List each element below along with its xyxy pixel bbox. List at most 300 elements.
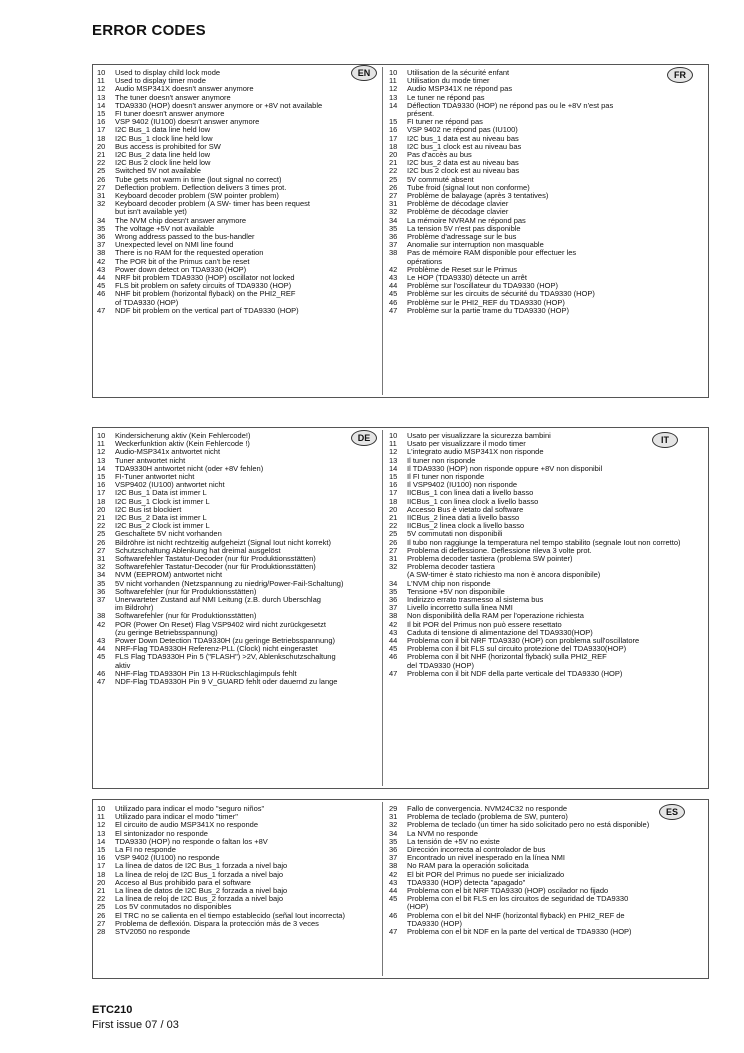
- error-code-description: Softwarefehler Tastatur-Decoder (nur für Produktionsstätten): [115, 563, 316, 572]
- error-code-number: 26: [97, 175, 106, 184]
- error-code-description: I2C bus_2 data est au niveau bas: [407, 159, 519, 168]
- error-code-entry: [389, 473, 705, 481]
- error-code-number: 36: [97, 233, 106, 242]
- error-code-description: I2C bus 2 clock est au niveau bas: [407, 167, 520, 176]
- error-code-number: 27: [389, 546, 398, 555]
- error-code-entry: [389, 299, 705, 307]
- error-code-description: Weckerfunktion aktiv (Kein Fehlercode !): [115, 440, 250, 449]
- error-code-entry: [97, 530, 377, 538]
- error-code-description: VSP 9402 (IU100) doesn't answer anymore: [115, 118, 260, 127]
- error-code-number: 11: [97, 813, 105, 822]
- error-code-entry: [97, 282, 377, 290]
- error-code-description: Power down detect on TDA9330 (HOP): [115, 265, 247, 274]
- error-code-entry: [389, 912, 705, 920]
- error-code-number: 13: [97, 456, 106, 465]
- error-code-description: Livello incorretto sulla linea NMI: [407, 604, 513, 613]
- error-code-description: Encontrado un nivel inesperado en la línea NMI: [407, 854, 566, 863]
- error-code-description: Il tuner non risponde: [407, 456, 476, 465]
- error-code-number: 18: [97, 134, 106, 143]
- error-code-number: 34: [389, 579, 398, 588]
- error-code-description: La línea de reloj de I2C Bus_2 forzada a nivel bajo: [115, 895, 284, 904]
- error-code-entry: [97, 928, 377, 936]
- error-code-description: Il FI tuner non risponde: [407, 473, 485, 482]
- error-code-description: Problema con il bit FLS sul circuito protezione del TDA9330(HOP): [407, 645, 627, 654]
- error-code-entry: [97, 184, 377, 192]
- error-code-entry: [97, 135, 377, 143]
- error-code-entry: [389, 522, 705, 530]
- error-code-number: 22: [97, 159, 106, 168]
- error-code-description: TDA9330 (HOP) no responde o faltan los +8V: [115, 837, 268, 846]
- error-code-description: Acceso al Bus prohibido para el software: [115, 878, 251, 887]
- error-code-description: Keyboard decoder problem (SW pointer problem): [115, 192, 279, 201]
- error-code-number: 34: [389, 829, 398, 838]
- error-code-description: FI tuner doesn't answer anymore: [115, 110, 225, 119]
- error-code-description: Utilizado para indicar el modo "timer": [115, 813, 238, 822]
- error-code-entry: [97, 887, 377, 895]
- error-code-description: Pas d'accès au bus: [407, 151, 472, 160]
- error-code-description: Accesso Bus è vietato dal software: [407, 505, 524, 514]
- error-code-number: 27: [389, 192, 398, 201]
- error-code-description: del TDA9330 (HOP): [407, 661, 474, 670]
- error-code-entry: [97, 473, 377, 481]
- error-code-description: 5V nicht vorhanden (Netzspannung zu niedrig/Power-Fail-Schaltung): [115, 579, 344, 588]
- error-code-entry: [389, 547, 705, 555]
- error-code-entry: [389, 225, 705, 233]
- error-code-entry: [97, 258, 377, 266]
- error-code-number: 35: [389, 837, 398, 846]
- error-code-entry: [389, 241, 705, 249]
- error-code-number: 34: [97, 571, 106, 580]
- error-code-description: Problema di deflessione. Deflessione rileva 3 volte prot.: [407, 546, 592, 555]
- error-code-description: NVM (EEPROM) antwortet nicht: [115, 571, 223, 580]
- error-code-description: Wrong address passed to the bus-handler: [115, 233, 255, 242]
- error-code-entry: [97, 208, 377, 216]
- error-code-entry: [389, 830, 705, 838]
- error-code-number: 22: [97, 522, 106, 531]
- error-code-description: Audio MSP341X ne répond pas: [407, 85, 513, 94]
- error-code-number: 37: [97, 241, 106, 250]
- error-section-es: [92, 799, 709, 979]
- language-badge-de: DE: [351, 430, 377, 446]
- error-code-description: VSP9402 (IU100) antwortet nicht: [115, 481, 225, 490]
- error-code-description: Problème de décodage clavier: [407, 208, 509, 217]
- error-code-entry: [389, 637, 705, 645]
- error-code-entry: [389, 200, 705, 208]
- error-code-description: La tension 5V n'est pas disponible: [407, 224, 521, 233]
- error-code-entry: [389, 159, 705, 167]
- language-badge-es: ES: [659, 804, 685, 820]
- error-code-entry: [97, 903, 377, 911]
- error-code-entry: [97, 563, 377, 571]
- column-es-right: [389, 805, 705, 936]
- error-code-number: 35: [389, 587, 398, 596]
- error-code-entry: [389, 887, 705, 895]
- error-code-description: Problème sur l'oscillateur du TDA9330 (HOP): [407, 282, 558, 291]
- error-code-entry: [389, 143, 705, 151]
- error-code-description: Used to display timer mode: [115, 77, 206, 86]
- error-code-description: Schutzschaltung Ablenkung hat dreimal ausgelöst: [115, 546, 281, 555]
- error-code-description: La FI no responde: [115, 846, 176, 855]
- error-code-description: Bildröhre ist nicht rechtzeitig aufgeheizt (Signal Iout nicht korrekt): [115, 538, 331, 547]
- error-code-entry: [97, 432, 377, 440]
- error-code-description: of TDA9330 (HOP): [115, 298, 179, 307]
- error-code-number: 26: [97, 538, 106, 547]
- error-code-entry: [97, 895, 377, 903]
- error-code-number: 43: [389, 878, 398, 887]
- error-code-description: Problema con el bit FLS en los circuitos de seguridad de TDA9330: [407, 895, 629, 904]
- error-code-description: There is no RAM for the requested operation: [115, 249, 264, 258]
- error-code-description: TDA9330 (HOP) detecta "apagado": [407, 878, 526, 887]
- error-code-number: 38: [97, 249, 106, 258]
- error-code-description: I2C Bus ist blockiert: [115, 505, 182, 514]
- error-code-number: 16: [97, 118, 106, 127]
- error-code-number: [389, 258, 407, 266]
- error-code-description: I2C Bus 2 clock line held low: [115, 159, 211, 168]
- error-code-number: 37: [389, 854, 398, 863]
- error-code-number: 12: [97, 821, 106, 830]
- error-code-number: 20: [97, 505, 106, 514]
- error-code-entry: [389, 110, 705, 118]
- error-code-entry: [389, 77, 705, 85]
- error-code-number: [389, 920, 407, 928]
- error-code-number: 47: [389, 928, 398, 937]
- error-code-entry: [389, 662, 705, 670]
- error-code-entry: [97, 871, 377, 879]
- error-code-description: Anomalie sur interruption non masquable: [407, 241, 544, 250]
- error-code-description: Tuner antwortet nicht: [115, 456, 186, 465]
- error-code-description: aktiv: [115, 661, 131, 670]
- error-code-entry: [97, 854, 377, 862]
- error-code-number: 42: [389, 620, 398, 629]
- error-code-entry: [389, 514, 705, 522]
- error-code-description: The POR bit of the Primus can't be reset: [115, 257, 250, 266]
- error-code-description: Tensione +5V non disponibile: [407, 587, 505, 596]
- error-code-number: 25: [97, 903, 106, 912]
- error-code-entry: [97, 912, 377, 920]
- error-code-description: VSP 9402 (IU100) no responde: [115, 854, 220, 863]
- error-code-number: 44: [389, 887, 398, 896]
- error-code-description: Indirizzo errato trasmesso al sistema bus: [407, 596, 544, 605]
- error-code-description: I2C Bus_1 data line held low: [115, 126, 211, 135]
- error-code-description: I2C Bus_2 data line held low: [115, 151, 211, 160]
- error-code-number: 16: [389, 481, 398, 490]
- error-code-number: 43: [389, 274, 398, 283]
- error-code-description: IICBus_2 linea dati a livello basso: [407, 514, 520, 523]
- error-code-description: Problema decoder tastiera (problema SW pointer): [407, 555, 573, 564]
- error-code-description: Problema de teclado (problema de SW, puntero): [407, 813, 568, 822]
- error-code-entry: [97, 118, 377, 126]
- error-code-entry: [389, 539, 705, 547]
- error-code-entry: [97, 274, 377, 282]
- error-code-entry: [97, 670, 377, 678]
- error-code-description: Problema con il bit NHF (horizontal flyback) sulla PHI2_REF: [407, 653, 607, 662]
- error-code-description: Problème d'adressage sur le bus: [407, 233, 517, 242]
- error-code-number: 38: [97, 612, 106, 621]
- error-code-description: El TRC no se calienta en el tiempo establecido (señal Iout incorrecta): [115, 911, 345, 920]
- error-code-number: [97, 299, 115, 307]
- error-code-number: 45: [97, 653, 106, 662]
- error-code-entry: [97, 653, 377, 661]
- error-code-number: 18: [97, 870, 106, 879]
- error-code-number: 45: [389, 895, 398, 904]
- error-code-number: 11: [389, 440, 397, 449]
- language-badge-it: IT: [652, 432, 678, 448]
- error-code-description: Utilisation de la sécurité enfant: [407, 69, 510, 77]
- error-code-number: 17: [389, 134, 398, 143]
- error-code-number: 20: [97, 142, 106, 151]
- error-code-number: 37: [389, 241, 398, 250]
- error-code-description: Problème sur la partie trame du TDA9330 (HOP): [407, 306, 570, 315]
- error-code-entry: [389, 448, 705, 456]
- error-code-entry: [389, 854, 705, 862]
- error-code-entry: [389, 871, 705, 879]
- error-code-number: [389, 662, 407, 670]
- error-code-entry: [389, 457, 705, 465]
- error-code-description: Problème de décodage clavier: [407, 200, 509, 209]
- column-fr: [389, 69, 705, 315]
- error-code-description: Keyboard decoder problem (A SW- timer has been request: [115, 200, 310, 209]
- error-code-entry: [97, 489, 377, 497]
- error-code-number: 17: [97, 489, 106, 498]
- error-code-entry: [389, 629, 705, 637]
- error-code-number: 36: [389, 846, 398, 855]
- error-code-description: No RAM para la operación solicitada: [407, 862, 529, 871]
- error-code-number: 31: [97, 192, 106, 201]
- error-code-entry: [389, 588, 705, 596]
- error-code-description: El sintonizador no responde: [115, 829, 208, 838]
- error-code-description: IICBus_1 con linea dati a livello basso: [407, 489, 534, 498]
- error-code-description: El circuito de audio MSP341X no responde: [115, 821, 259, 830]
- error-code-description: Problema con il bit NDF della parte verticale del TDA9330 (HOP): [407, 669, 623, 678]
- error-code-entry: [97, 77, 377, 85]
- error-code-entry: [389, 135, 705, 143]
- error-code-number: 10: [97, 69, 106, 77]
- error-code-description: but isn't available yet): [115, 208, 187, 217]
- error-code-description: TDA9330H antwortet nicht (oder +8V fehlen): [115, 464, 264, 473]
- error-code-number: 31: [389, 200, 398, 209]
- error-code-description: Unexpected level on NMI line found: [115, 241, 234, 250]
- error-code-number: 10: [97, 432, 106, 440]
- error-code-entry: [97, 678, 377, 686]
- error-code-description: Used to display child lock mode: [115, 69, 221, 77]
- error-code-description: Problema con el bit del NHF (horizontal flyback) en PHI2_REF de: [407, 911, 625, 920]
- error-code-description: Softwarefehler Tastatur-Decoder (nur für Produktionsstätten): [115, 555, 316, 564]
- error-code-description: Le tuner ne répond pas: [407, 93, 485, 102]
- error-code-number: 46: [389, 653, 398, 662]
- error-code-number: 21: [97, 514, 106, 523]
- error-code-description: Le HOP (TDA9330) détecte un arrêt: [407, 274, 527, 283]
- error-section-en-fr: [92, 64, 709, 398]
- error-code-description: La línea de reloj de I2C Bus_1 forzada a nivel bajo: [115, 870, 284, 879]
- error-code-description: Caduta di tensione di alimentazione del TDA9330(HOP): [407, 628, 593, 637]
- error-code-number: 22: [389, 522, 398, 531]
- error-code-description: (A SW-timer è stato richiesto ma non è ancora disponibile): [407, 571, 601, 580]
- error-code-number: 14: [389, 101, 398, 110]
- error-code-number: 43: [97, 637, 106, 646]
- error-code-entry: [97, 571, 377, 579]
- error-code-number: 32: [97, 200, 106, 209]
- error-code-description: Dirección incorrecta al controlador de bus: [407, 846, 546, 855]
- error-code-entry: [97, 126, 377, 134]
- error-code-entry: [389, 670, 705, 678]
- error-code-number: 35: [97, 579, 106, 588]
- error-code-number: 45: [389, 290, 398, 299]
- error-code-entry: [389, 465, 705, 473]
- error-code-number: [97, 208, 115, 216]
- error-code-number: 46: [389, 911, 398, 920]
- error-code-number: 17: [389, 489, 398, 498]
- error-code-entry: [389, 645, 705, 653]
- error-code-entry: [97, 159, 377, 167]
- error-code-description: NHF bit problem (horizontal flyback) on the PHI2_REF: [115, 290, 296, 299]
- error-code-description: L'integrato audio MSP341X non risponde: [407, 448, 544, 457]
- error-code-number: 15: [389, 118, 398, 127]
- error-code-description: 5V commutati non disponibili: [407, 530, 503, 539]
- error-code-description: I2C Bus_1 Clock ist immer L: [115, 497, 210, 506]
- error-code-description: I2C Bus_1 clock line held low: [115, 134, 213, 143]
- error-code-description: Il TDA9330 (HOP) non risponde oppure +8V non disponibil: [407, 464, 603, 473]
- error-code-number: [389, 903, 407, 911]
- error-code-description: Problème sur les circuits de sécurité du TDA9330 (HOP): [407, 290, 595, 299]
- error-code-entry: [389, 580, 705, 588]
- document-issue: First issue 07 / 03: [92, 1019, 179, 1031]
- column-divider: [382, 67, 383, 395]
- error-code-entry: [389, 102, 705, 110]
- error-code-number: 11: [97, 77, 105, 86]
- error-code-number: 22: [97, 895, 106, 904]
- error-code-entry: [97, 266, 377, 274]
- error-code-number: 26: [389, 183, 398, 192]
- error-code-description: présent.: [407, 110, 435, 119]
- error-code-description: Fallo de convergencia. NVM24C32 no responde: [407, 805, 568, 813]
- error-code-entry: [389, 571, 705, 579]
- error-code-entry: [97, 481, 377, 489]
- error-code-entry: [97, 299, 377, 307]
- error-code-description: VSP 9402 ne répond pas (IU100): [407, 126, 518, 135]
- error-code-entry: [389, 653, 705, 661]
- error-code-entry: [97, 167, 377, 175]
- error-code-entry: [389, 555, 705, 563]
- error-code-number: [97, 604, 115, 612]
- error-code-number: 12: [97, 448, 106, 457]
- error-code-number: 27: [97, 546, 106, 555]
- column-es-left: [97, 805, 377, 936]
- error-code-description: Unerwarteter Zustand auf NMI Leitung (z.B. durch Überschlag: [115, 596, 321, 605]
- error-code-entry: [389, 530, 705, 538]
- error-code-number: 13: [97, 829, 106, 838]
- error-code-description: La tensión de +5V no existe: [407, 837, 500, 846]
- error-code-description: Problema de deflexión. Dispara la protección más de 3 veces: [115, 919, 319, 928]
- error-code-entry: [97, 920, 377, 928]
- error-code-entry: [97, 440, 377, 448]
- error-code-entry: [97, 588, 377, 596]
- error-code-entry: [97, 596, 377, 604]
- document-model: ETC210: [92, 1004, 133, 1016]
- error-code-description: im Bildrohr): [115, 604, 154, 613]
- error-code-number: 37: [389, 604, 398, 613]
- error-code-entry: [389, 928, 705, 936]
- error-code-description: I2C Bus_2 Data ist immer L: [115, 514, 207, 523]
- error-code-description: Los 5V conmutados no disponibles: [115, 903, 232, 912]
- error-code-entry: [389, 862, 705, 870]
- error-code-number: 32: [97, 563, 106, 572]
- error-code-entry: [97, 612, 377, 620]
- error-code-entry: [97, 506, 377, 514]
- error-code-entry: [97, 448, 377, 456]
- error-code-number: 35: [97, 224, 106, 233]
- error-code-description: POR (Power On Reset) Flag VSP9402 wird nicht zurückgesetzt: [115, 620, 326, 629]
- error-code-entry: [97, 539, 377, 547]
- error-code-entry: [389, 118, 705, 126]
- error-code-number: 15: [97, 846, 106, 855]
- error-code-number: 21: [97, 887, 106, 896]
- error-section-de-it: [92, 427, 709, 789]
- error-code-description: opérations: [407, 257, 443, 266]
- error-code-number: 25: [389, 175, 398, 184]
- column-divider: [382, 802, 383, 976]
- error-code-number: 16: [97, 481, 106, 490]
- error-code-entry: [97, 69, 377, 77]
- error-code-number: 44: [389, 282, 398, 291]
- error-code-entry: [97, 662, 377, 670]
- error-code-description: I2C Bus_2 Clock ist immer L: [115, 522, 210, 531]
- error-code-description: Utilisation du mode timer: [407, 77, 490, 86]
- error-code-description: Bus access is prohibited for SW: [115, 142, 221, 151]
- error-code-number: 27: [97, 183, 106, 192]
- error-code-entry: [389, 192, 705, 200]
- language-badge-en: EN: [351, 65, 377, 81]
- error-code-number: 28: [97, 928, 106, 937]
- error-code-entry: [389, 249, 705, 257]
- error-code-entry: [389, 563, 705, 571]
- error-code-entry: [389, 489, 705, 497]
- error-code-number: 13: [389, 456, 398, 465]
- error-code-description: La mémoire NVRAM ne répond pas: [407, 216, 526, 225]
- error-code-entry: [389, 498, 705, 506]
- error-code-number: 36: [389, 233, 398, 242]
- error-code-number: 22: [389, 167, 398, 176]
- error-code-number: 11: [97, 440, 105, 449]
- error-code-entry: [389, 838, 705, 846]
- error-code-description: Usato per visualizzare la sicurezza bambini: [407, 432, 551, 440]
- error-code-number: 10: [97, 805, 106, 813]
- error-code-number: 47: [97, 678, 106, 687]
- error-code-number: 15: [97, 110, 106, 119]
- error-code-number: 31: [389, 813, 398, 822]
- error-code-number: 20: [389, 505, 398, 514]
- error-code-number: 10: [389, 432, 398, 440]
- error-code-number: 16: [97, 854, 106, 863]
- error-code-number: 15: [97, 473, 106, 482]
- error-code-entry: [97, 522, 377, 530]
- column-de: [97, 432, 377, 686]
- error-code-number: 43: [97, 265, 106, 274]
- error-code-number: 44: [389, 637, 398, 646]
- error-code-number: 38: [389, 862, 398, 871]
- error-code-entry: [97, 846, 377, 854]
- error-code-entry: [389, 282, 705, 290]
- error-code-description: Tube gets not warm in time (lout signal no correct): [115, 175, 282, 184]
- error-code-number: 38: [389, 612, 398, 621]
- error-code-number: 14: [97, 464, 106, 473]
- error-code-description: NDF-Flag TDA9330H Pin 9 V_GUARD fehlt oder dauernd zu lange: [115, 678, 338, 687]
- error-code-number: 18: [389, 497, 398, 506]
- error-code-description: Pas de mémoire RAM disponible pour effectuer les: [407, 249, 577, 258]
- error-code-description: Il tubo non raggiunge la temperatura nel tempo stabilito (segnale Iout non corretto): [407, 538, 681, 547]
- error-code-description: The voltage +5V not available: [115, 224, 215, 233]
- error-code-entry: [389, 208, 705, 216]
- error-code-description: NRF-Flag TDA9330H Referenz-PLL (Clock) nicht eingerastet: [115, 645, 318, 654]
